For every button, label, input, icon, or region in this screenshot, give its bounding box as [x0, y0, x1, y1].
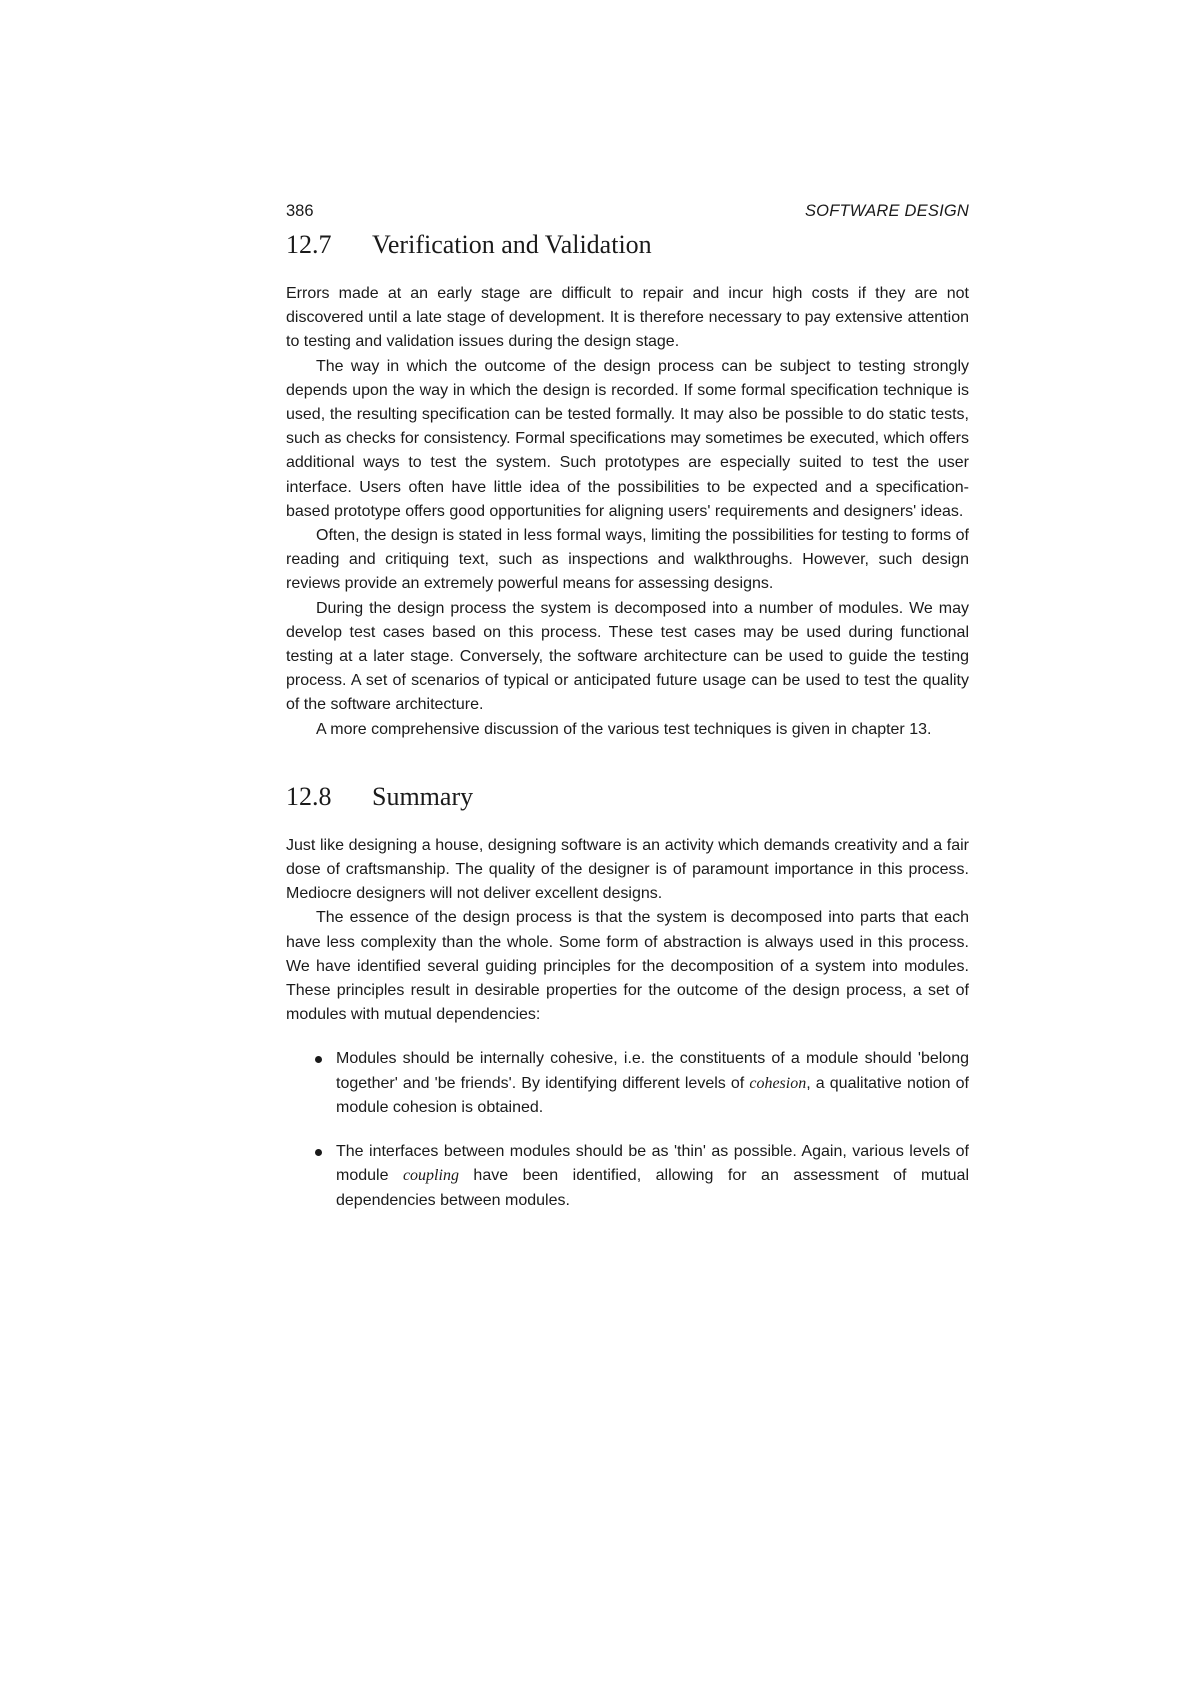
section-heading-summary [286, 780, 969, 814]
bullet-icon [315, 1056, 322, 1063]
list-item [286, 1047, 969, 1120]
bullet-list [286, 1047, 969, 1212]
bullet-text-start: Modules should be internally cohesive, i.e. the constituents of a module should 'belong together' and 'be friends'. By identifying different levels of [336, 1050, 969, 1092]
section-number: 12.7 [286, 230, 332, 259]
paragraph: During the design process the system is decomposed into a number of modules. We may develop test cases based on this process. These test cases may be used during functional testing at a later stage. Conversely, the software architecture can be used to guide the testing process. A set of scenarios of typical or anticipated future usage can be used to test the quality of the software architecture. [286, 599, 969, 714]
book-page [286, 200, 969, 1233]
section-heading-verification [286, 228, 969, 262]
paragraph: The way in which the outcome of the design process can be subject to testing strongly depends upon the way in which the design is recorded. If some formal specification technique is used, the resulting specification can be tested formally. It may also be possible to do static tests, such as checks for consistency. Formal specifications may sometimes be executed, which offers additional ways to test the system. Such prototypes are especially suited to test the user interface. Users often have little idea of the possibilities to be expected and a specification-based prototype offers good opportunities for aligning users' requirements and designers' ideas. [286, 357, 969, 520]
paragraph: Just like designing a house, designing software is an activity which demands creativity and a fair dose of craftsmanship. The quality of the designer is of paramount importance in this process. Mediocre designers will not deliver excellent designs. [286, 836, 969, 903]
section-body-verification [286, 282, 969, 742]
bullet-text-start: The interfaces between modules should be as 'thin' as possible. Again, various levels of module [336, 1143, 969, 1185]
bullet-icon [315, 1149, 322, 1156]
bullet-text-end: , a qualitative notion of module cohesion is obtained. [336, 1074, 969, 1116]
section-title: Summary [372, 781, 474, 811]
paragraph: Errors made at an early stage are difficult to repair and incur high costs if they are not discovered until a late stage of development. It is therefore necessary to pay extensive attention to testing and validation issues during the design stage. [286, 285, 969, 351]
section-body-summary [286, 834, 969, 1213]
emphasized-term: cohesion [749, 1074, 807, 1092]
bullet-text [336, 1140, 969, 1213]
paragraph: A more comprehensive discussion of the various test techniques is given in chapter 13. [316, 720, 932, 738]
paragraph: Often, the design is stated in less formal ways, limiting the possibilities for testing to forms of reading and critiquing text, such as inspections and walkthroughs. However, such design reviews provide an extremely powerful means for assessing designs. [286, 527, 969, 593]
page-number: 386 [286, 202, 314, 220]
emphasized-term: coupling [402, 1167, 459, 1185]
list-item [286, 1140, 969, 1213]
running-head [286, 200, 969, 222]
section-title: Verification and Validation [372, 230, 652, 259]
section-number: 12.8 [286, 781, 332, 811]
bullet-text [336, 1047, 969, 1120]
chapter-title: SOFTWARE DESIGN [804, 202, 969, 220]
paragraph: The essence of the design process is that the system is decomposed into parts that each have less complexity than the whole. Some form of abstraction is always used in this process. We have identified several guiding principles for the decomposition of a system into modules. These principles result in desirable properties for the outcome of the design process, a set of modules with mutual dependencies: [286, 909, 969, 1024]
bullet-text-end: have been identified, allowing for an assessment of mutual dependencies between modules. [336, 1167, 969, 1209]
